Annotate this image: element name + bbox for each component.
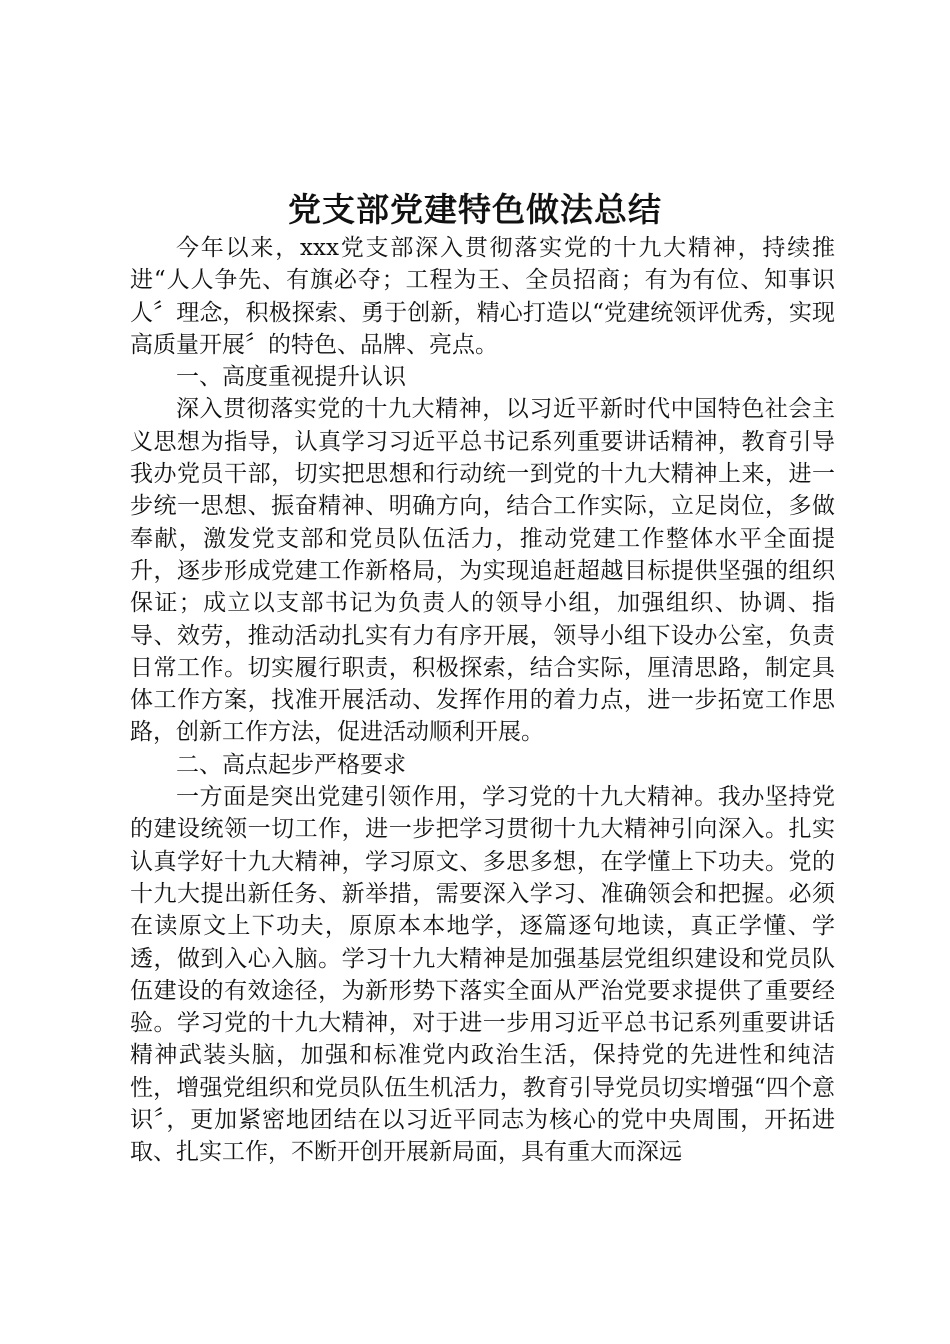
- paragraph-section-1: 深入贯彻落实党的十九大精神，以习近平新时代中国特色社会主义思想为指导，认真学习习近平总书记系列重要讲话精神，教育引导我办党员干部，切实把思想和行动统一到党的十九大精神上来，进一步统一思想、振奋精神、明确方向，结合工作实际，立足岗位，多做奉献，激发党支部和党员队伍活力，推动党建工作整体水平全面提升，逐步形成党建工作新格局，为实现追赶超越目标提供坚强的组织保证；成立以支部书记为负责人的领导小组，加强组织、协调、指导、效劳，推动活动扎实有力有序开展，领导小组下设办公室，负责日常工作。切实履行职责，积极探索，结合实际，厘清思路，制定具体工作方案，找准开展活动、发挥作用的着力点，进一步拓宽工作思路，创新工作方法，促进活动顺利开展。: [130, 396, 835, 746]
- section-heading-2: 二、高点起步严格要求: [176, 751, 406, 778]
- paragraph-section-2: 一方面是突出党建引领作用，学习党的十九大精神。我办坚持党的建设统领一切工作，进一步把学习贯彻十九大精神引向深入。扎实认真学好十九大精神，学习原文、多思多想，在学懂上下功夫。党的十九大提出新任务、新举措，需要深入学习、准确领会和把握。必须在读原文上下功夫，原原本本地学，逐篇逐句地读，真正学懂、学透，做到入心入脑。学习十九大精神是加强基层党组织建设和党员队伍建设的有效途径，为新形势下落实全面从严治党要求提供了重要经验。学习党的十九大精神，对于进一步用习近平总书记系列重要讲话精神武装头脑，加强和标准党内政治生活，保持党的先进性和纯洁性，增强党组织和党员队伍生机活力，教育引导党员切实增强“四个意识〞，更加紧密地团结在以习近平同志为核心的党中央周围，开拓进取、扎实工作，不断开创开展新局面，具有重大而深远: [130, 784, 835, 1166]
- paragraph-intro: 今年以来，xxx党支部深入贯彻落实党的十九大精神，持续推进“人人争先、有旗必夺；工程为王、全员招商；有为有位、知事识人〞理念，积极探索、勇于创新，精心打造以“党建统领评优秀，实现高质量开展〞的特色、品牌、亮点。: [130, 235, 835, 358]
- document-body: [130, 232, 835, 1169]
- section-heading-1: 一、高度重视提升认识: [176, 364, 406, 391]
- document-title: 党支部党建特色做法总结: [288, 190, 662, 229]
